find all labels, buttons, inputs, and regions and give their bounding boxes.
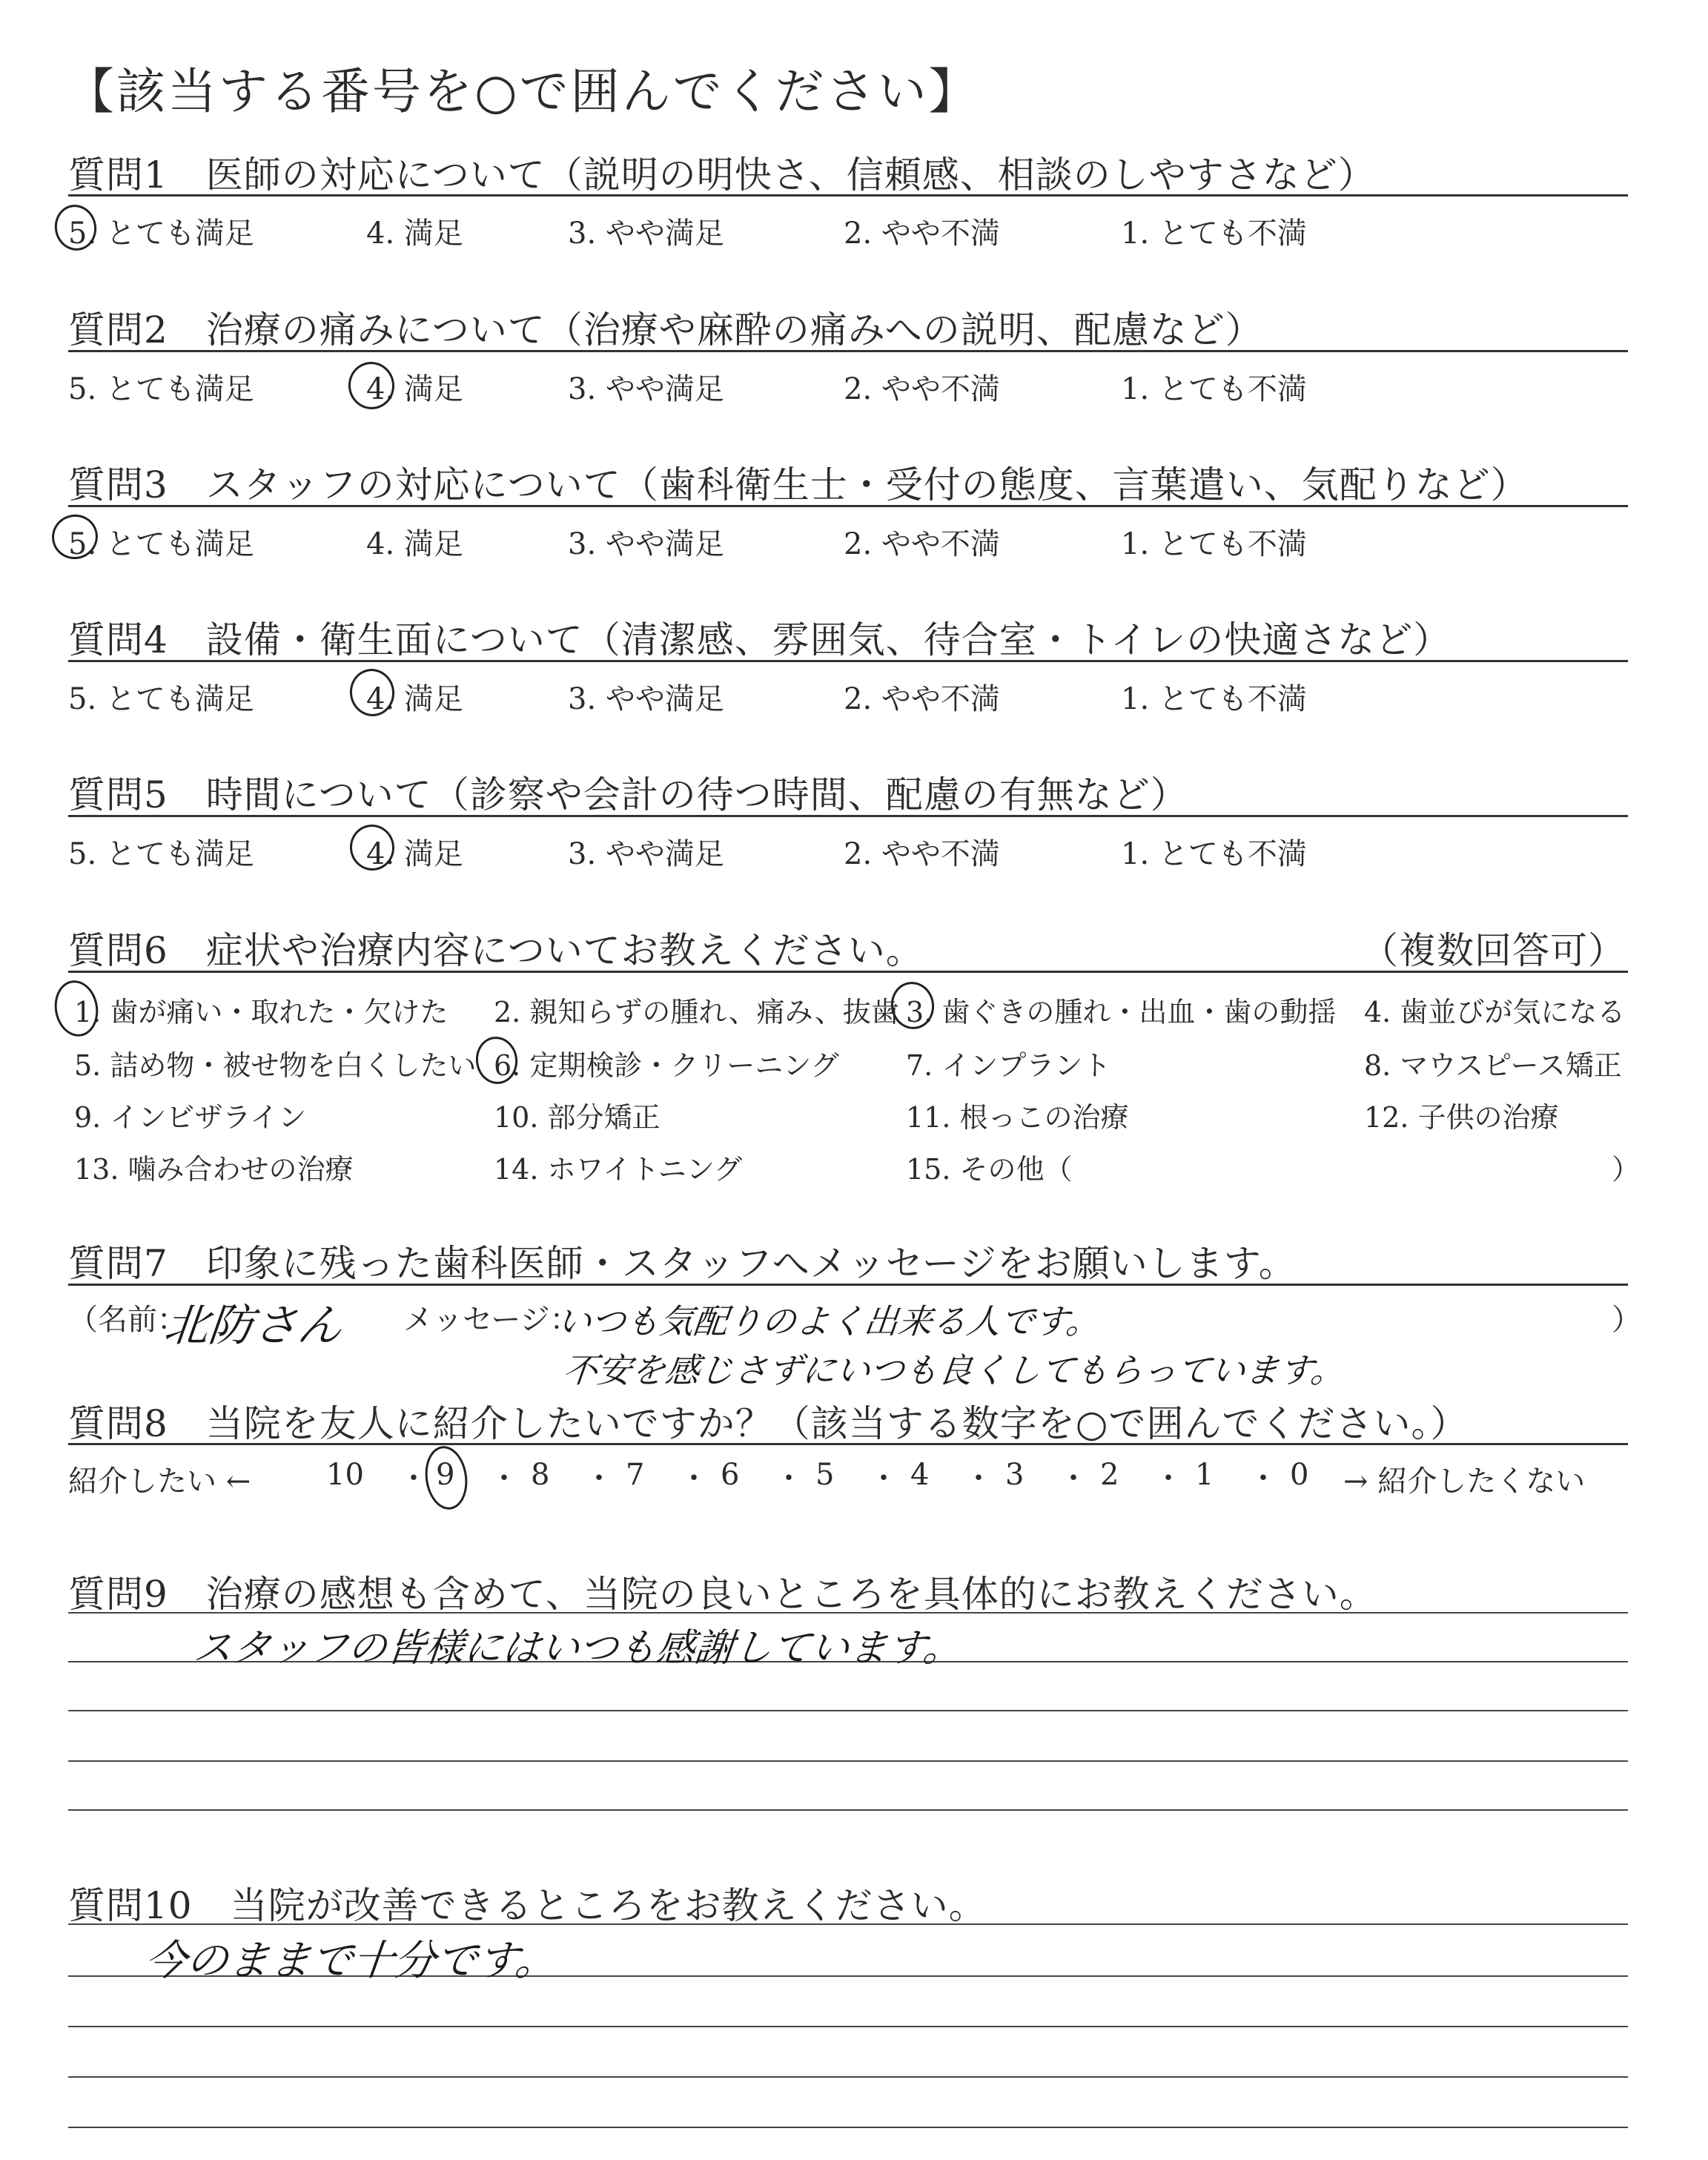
q1-option-4[interactable]: 4. 満足 — [366, 217, 463, 251]
q7-name-value[interactable]: 北防さん — [161, 1300, 345, 1352]
q6-option-6[interactable]: 6. 定期検診・クリーニング — [494, 1049, 839, 1082]
q5-option-5[interactable]: 5. とても満足 — [68, 837, 254, 871]
q9-answer-line — [68, 1760, 1628, 1762]
q7-message-line-1[interactable]: いつも気配りのよく出来る人です。 — [555, 1301, 1102, 1341]
q8-number-8[interactable]: 8 — [531, 1458, 550, 1492]
q9-heading: 質問9 治療の感想も含めて、当院の良いところを具体的にお教えください。 — [68, 1573, 1377, 1616]
q6-rule — [68, 971, 1628, 973]
q8-number-10[interactable]: 10 — [326, 1458, 364, 1492]
q9-answer-line — [68, 1809, 1628, 1811]
q1-option-3[interactable]: 3. やや満足 — [568, 217, 724, 251]
q6-option-3[interactable]: 3. 歯ぐきの腫れ・出血・歯の動揺 — [906, 996, 1337, 1028]
q5-option-2[interactable]: 2. やや不満 — [844, 837, 1000, 871]
q9-answer-line — [68, 1710, 1628, 1711]
q10-answer-line — [68, 2076, 1628, 2078]
q6-option-11[interactable]: 11. 根っこの治療 — [906, 1101, 1129, 1134]
q8-heading: 質問8 当院を友人に紹介したいですか？（該当する数字を○で囲んでください。） — [68, 1402, 1469, 1445]
q6-option-7[interactable]: 7. インプラント — [906, 1049, 1111, 1082]
q4-option-1[interactable]: 1. とても不満 — [1121, 682, 1307, 716]
q10-answer[interactable]: 今のままで十分です。 — [142, 1937, 560, 1985]
q8-separator-dot: ・ — [584, 1462, 614, 1496]
q6-option-10[interactable]: 10. 部分矯正 — [494, 1101, 661, 1134]
q6-note: （複数回答可） — [1361, 929, 1626, 972]
q6-other-close-paren: ） — [1612, 1153, 1641, 1186]
q8-number-3[interactable]: 3 — [1005, 1458, 1025, 1492]
q5-heading: 質問5 時間について（診察や会計の待つ時間、配慮の有無など） — [68, 773, 1188, 816]
q3-rule — [68, 505, 1628, 507]
q1-heading: 質問1 医師の対応について（説明の明快さ、信頼感、相談のしやすさなど） — [68, 153, 1376, 196]
q8-selected-circle — [421, 1444, 471, 1513]
q8-right-label: → 紹介したくない — [1343, 1464, 1586, 1499]
q2-option-4[interactable]: 4. 満足 — [366, 372, 463, 406]
q9-answer[interactable]: スタッフの皆様にはいつも感謝しています。 — [191, 1626, 964, 1671]
q7-heading: 質問7 印象に残った歯科医師・スタッフへメッセージをお願いします。 — [68, 1242, 1297, 1285]
q6-option-2[interactable]: 2. 親知らずの腫れ、痛み、抜歯 — [494, 996, 899, 1028]
q8-separator-dot: ・ — [774, 1462, 804, 1496]
q8-separator-dot: ・ — [1059, 1462, 1088, 1496]
q5-option-4[interactable]: 4. 満足 — [366, 837, 463, 871]
q6-option-12[interactable]: 12. 子供の治療 — [1364, 1101, 1559, 1134]
q2-option-1[interactable]: 1. とても不満 — [1121, 372, 1307, 406]
q6-heading: 質問6 症状や治療内容についてお教えください。 — [68, 929, 924, 972]
q5-option-1[interactable]: 1. とても不満 — [1121, 837, 1307, 871]
q8-number-2[interactable]: 2 — [1100, 1458, 1119, 1492]
q6-selected-circle-1 — [50, 977, 102, 1040]
q3-option-1[interactable]: 1. とても不満 — [1121, 527, 1307, 561]
q7-name-label: （名前： — [68, 1303, 187, 1337]
q1-option-1[interactable]: 1. とても不満 — [1121, 217, 1307, 251]
q4-rule — [68, 660, 1628, 662]
q8-separator-dot: ・ — [964, 1462, 993, 1496]
q6-option-1[interactable]: 1. 歯が痛い・取れた・欠けた — [74, 996, 448, 1028]
q6-option-4[interactable]: 4. 歯並びが気になる — [1364, 996, 1626, 1028]
q10-answer-line — [68, 2026, 1628, 2027]
q8-separator-dot: ・ — [489, 1462, 519, 1496]
q3-option-2[interactable]: 2. やや不満 — [844, 527, 1000, 561]
q10-heading: 質問10 当院が改善できるところをお教えください。 — [68, 1884, 987, 1927]
q1-option-2[interactable]: 2. やや不満 — [844, 217, 1000, 251]
q4-option-5[interactable]: 5. とても満足 — [68, 682, 254, 716]
q8-number-6[interactable]: 6 — [721, 1458, 740, 1492]
q1-rule — [68, 194, 1628, 196]
q6-option-13[interactable]: 13. 噛み合わせの治療 — [74, 1153, 354, 1186]
q5-option-3[interactable]: 3. やや満足 — [568, 837, 724, 871]
q7-close-paren: ） — [1612, 1303, 1641, 1337]
q8-separator-dot: ・ — [399, 1462, 428, 1496]
q8-rule — [68, 1443, 1628, 1445]
q2-heading: 質問2 治療の痛みについて（治療や麻酔の痛みへの説明、配慮など） — [68, 308, 1263, 351]
q2-rule — [68, 350, 1628, 352]
q2-option-5[interactable]: 5. とても満足 — [68, 372, 254, 406]
q8-number-9[interactable]: 9 — [436, 1458, 455, 1492]
q8-left-label: 紹介したい ← — [68, 1464, 251, 1499]
q6-option-9[interactable]: 9. インビザライン — [74, 1101, 307, 1134]
q6-option-15[interactable]: 15. その他（ — [906, 1153, 1073, 1186]
q5-rule — [68, 815, 1628, 817]
q8-number-0[interactable]: 0 — [1290, 1458, 1309, 1492]
q6-option-5[interactable]: 5. 詰め物・被せ物を白くしたい — [74, 1049, 477, 1082]
q6-option-14[interactable]: 14. ホワイトニング — [494, 1153, 743, 1186]
q8-number-5[interactable]: 5 — [815, 1458, 835, 1492]
q10-answer-line — [68, 1923, 1628, 1925]
q7-message-line-2[interactable]: 不安を感じさずにいつも良くしてもらっています。 — [560, 1350, 1347, 1390]
page-title: 【該当する番号を○で囲んでください】 — [65, 63, 980, 120]
q3-option-4[interactable]: 4. 満足 — [366, 527, 463, 561]
q8-separator-dot: ・ — [1153, 1462, 1183, 1496]
q4-option-3[interactable]: 3. やや満足 — [568, 682, 724, 716]
q8-number-1[interactable]: 1 — [1195, 1458, 1214, 1492]
q1-option-5[interactable]: 5. とても満足 — [68, 217, 254, 251]
q9-answer-line — [68, 1612, 1628, 1614]
q4-heading: 質問4 設備・衛生面について（清潔感、雰囲気、待合室・トイレの快適さなど） — [68, 618, 1452, 661]
q2-option-3[interactable]: 3. やや満足 — [568, 372, 724, 406]
q4-option-2[interactable]: 2. やや不満 — [844, 682, 1000, 716]
q3-option-5[interactable]: 5. とても満足 — [68, 527, 254, 561]
q3-heading: 質問3 スタッフの対応について（歯科衛生士・受付の態度、言葉遣い、気配りなど） — [68, 463, 1529, 506]
q7-rule — [68, 1284, 1628, 1286]
q8-separator-dot: ・ — [679, 1462, 709, 1496]
q10-answer-line — [68, 2127, 1628, 2128]
q4-option-4[interactable]: 4. 満足 — [366, 682, 463, 716]
q7-message-label: メッセージ： — [403, 1303, 580, 1337]
q8-number-4[interactable]: 4 — [910, 1458, 930, 1492]
q8-separator-dot: ・ — [869, 1462, 898, 1496]
q3-option-3[interactable]: 3. やや満足 — [568, 527, 724, 561]
q6-option-8[interactable]: 8. マウスピース矯正 — [1364, 1049, 1622, 1082]
q2-option-2[interactable]: 2. やや不満 — [844, 372, 1000, 406]
q8-number-7[interactable]: 7 — [626, 1458, 645, 1492]
q8-separator-dot: ・ — [1248, 1462, 1278, 1496]
